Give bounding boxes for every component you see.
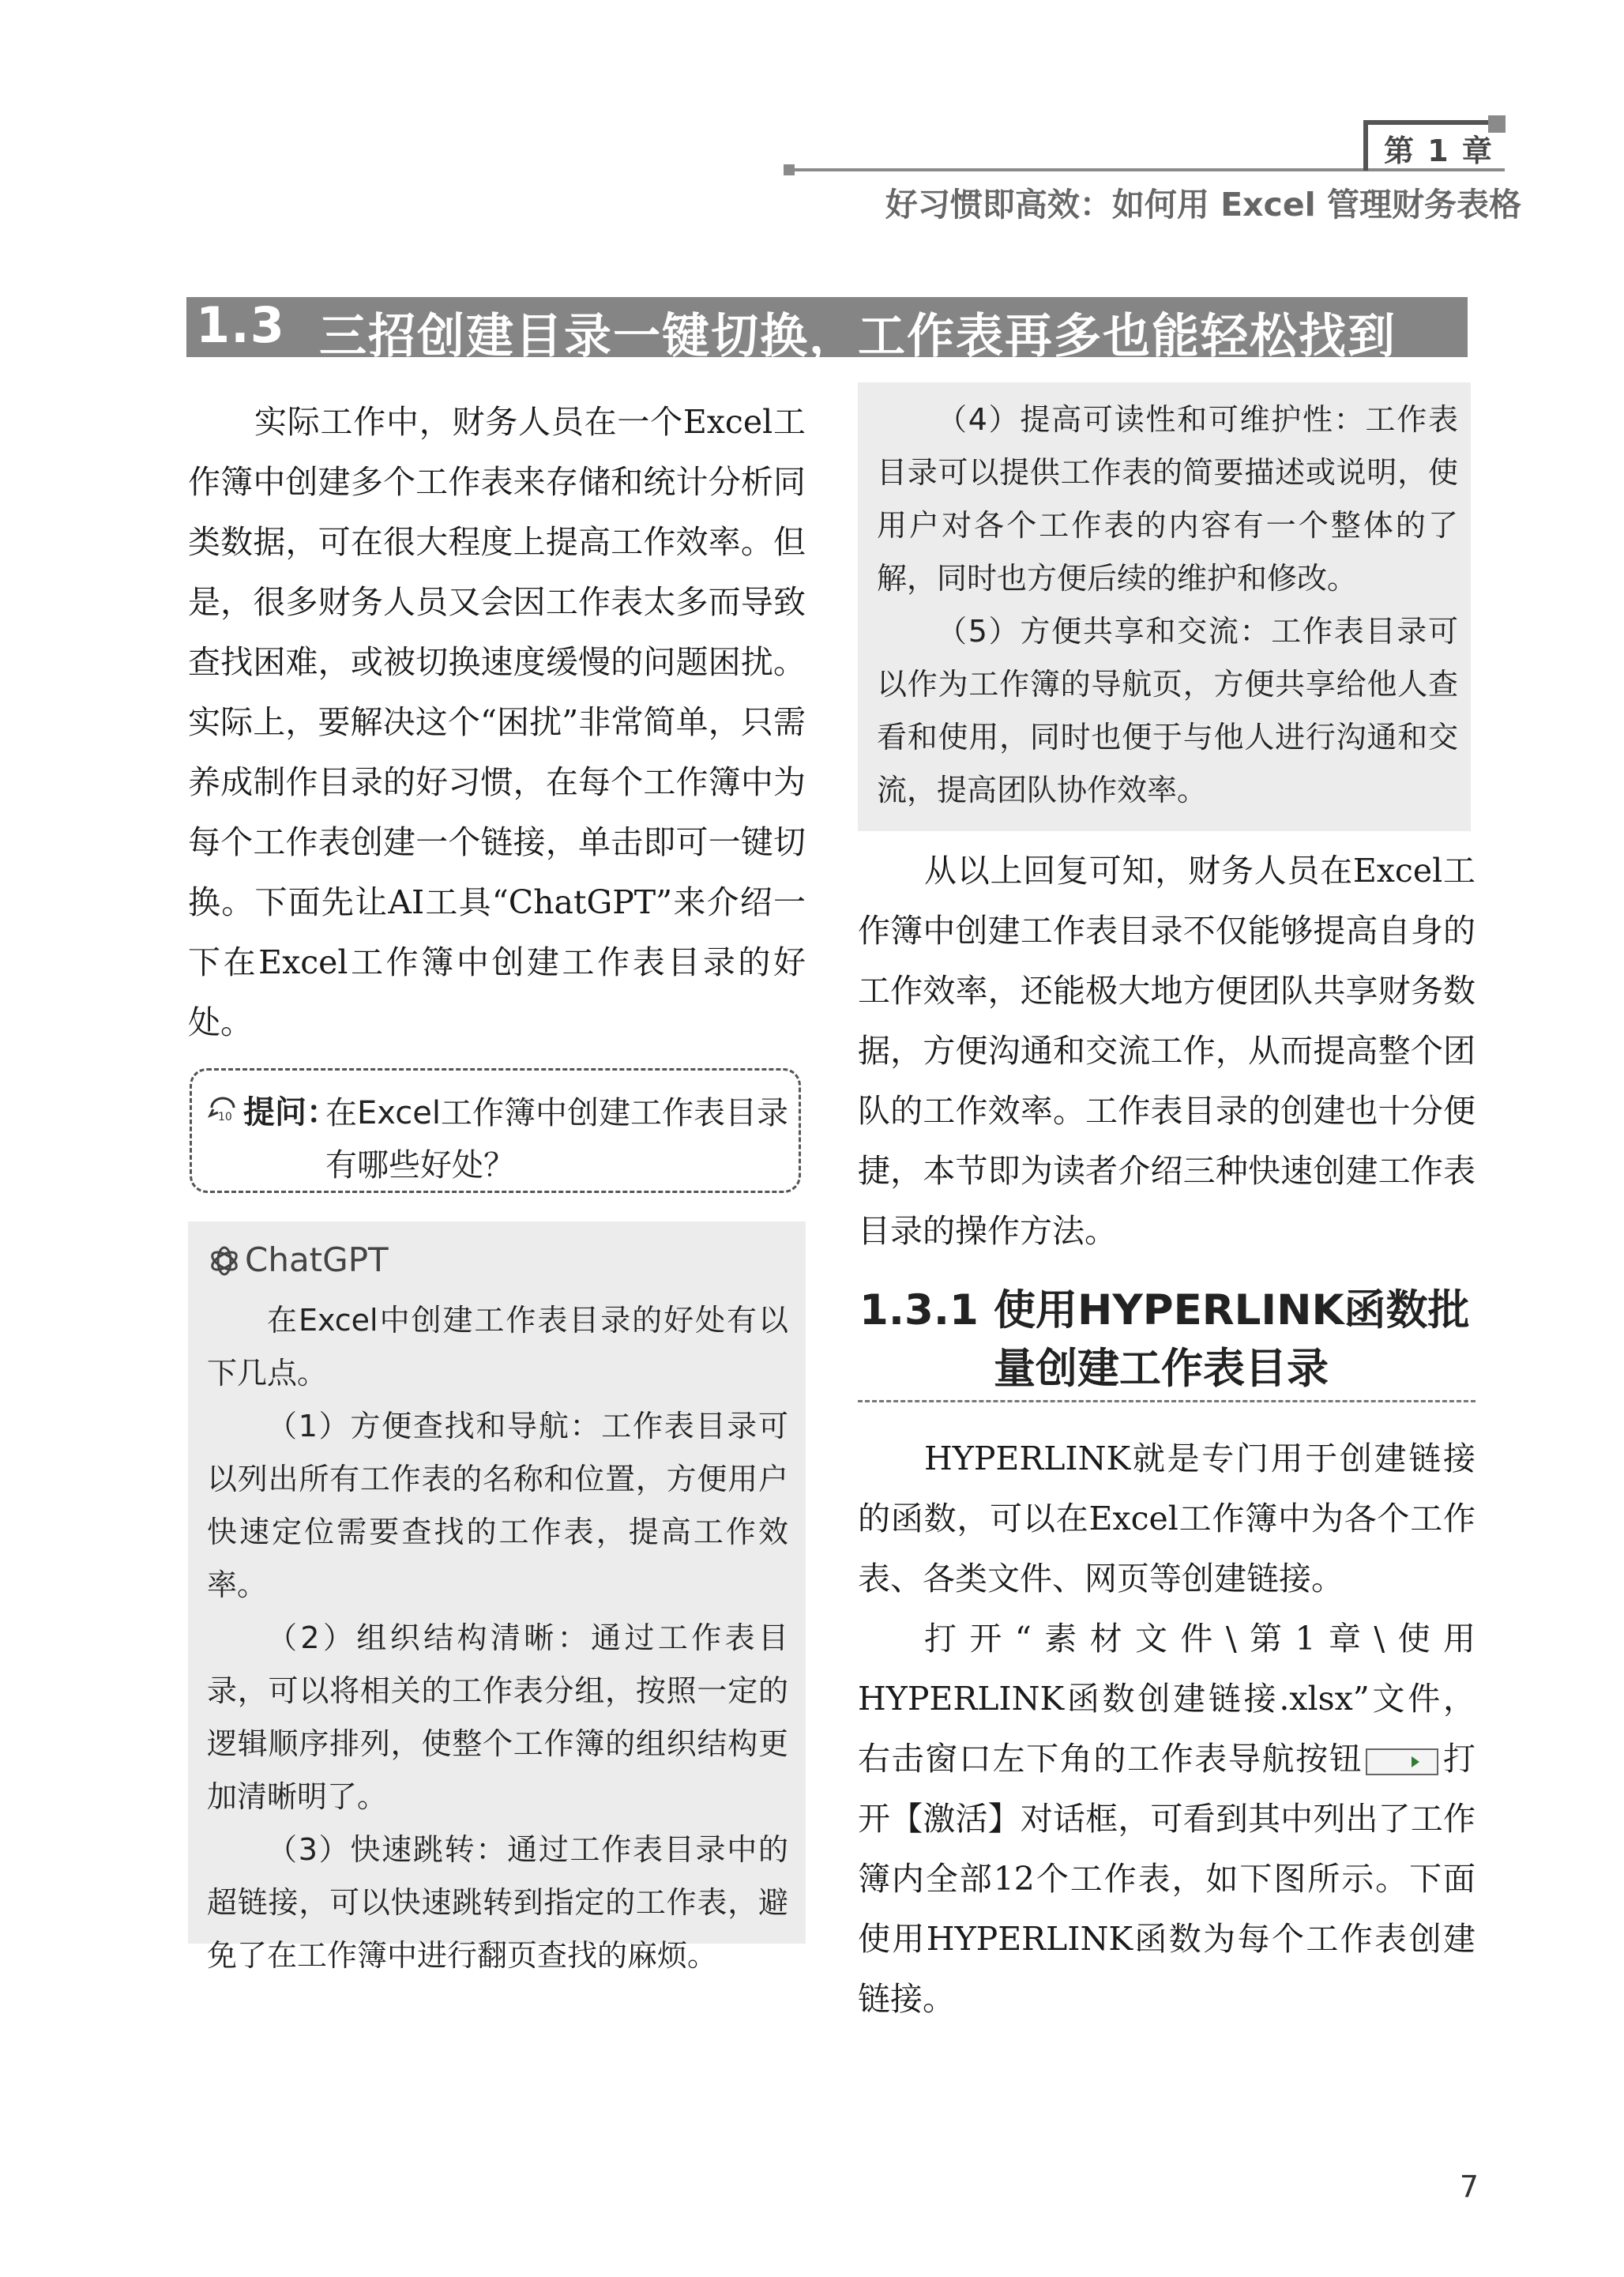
body-paragraph: HYPERLINK就是专门用于创建链接的函数，可以在Excel工作簿中为各个工作表、各类文件、网页等创建链接。 bbox=[858, 1440, 1476, 1598]
answer-paragraph: （1）方便查找和导航：工作表目录可以列出所有工作表的名称和位置，方便用户快速定位需要查找的工作表，提高工作效率。 bbox=[207, 1409, 788, 1602]
section-number: 1.3 bbox=[196, 296, 285, 354]
svg-text:10: 10 bbox=[218, 1111, 232, 1123]
summary-paragraph: 从以上回复可知，财务人员在Excel工作簿中创建工作表目录不仅能够提高自身的工作效率，还能极大地方便团队共享财务数据，方便沟通和交流工作，从而提高整个团队的工作效率。工作表目录的创建也十分便捷，本节即为读者介绍三种快速创建工作表目录的操作方法。 bbox=[858, 852, 1476, 1250]
subsection-body bbox=[858, 1428, 1476, 2029]
answer-paragraph: 在Excel中创建工作表目录的好处有以下几点。 bbox=[207, 1303, 788, 1391]
answer-paragraph: （2）组织结构清晰：通过工作表目录，可以将相关的工作表分组，按照一定的逻辑顺序排列，使整个工作簿的组织结构更加清晰明了。 bbox=[207, 1620, 788, 1814]
subsection-number: 1.3.1 bbox=[859, 1286, 979, 1334]
body-text-after-button: 打开【激活】对话框，可看到其中列出了工作簿内全部12个工作表，如下图所示。下面使用HYPERLINK函数为每个工作表创建链接。 bbox=[858, 1740, 1476, 2018]
section-title: 三招创建目录一键切换，工作表再多也能轻松找到 bbox=[319, 309, 1397, 364]
chatgpt-logo-icon bbox=[207, 1244, 242, 1278]
answer-paragraph: （5）方便共享和交流：工作表目录可以作为工作簿的导航页，方便共享给他人查看和使用，同时也便于与他人进行沟通和交流，提高团队协作效率。 bbox=[877, 614, 1458, 807]
header-rule-end-dot bbox=[784, 164, 795, 175]
sheet-nav-button-icon bbox=[1366, 1748, 1438, 1775]
answer-paragraph: （3）快速跳转：通过工作表目录中的超链接，可以快速跳转到指定的工作表，避免了在工作簿中进行翻页查找的麻烦。 bbox=[207, 1832, 788, 1973]
page-number: 7 bbox=[1459, 2170, 1479, 2204]
chatgpt-answer-text bbox=[207, 1294, 788, 1982]
question-bubble-icon bbox=[207, 1092, 239, 1123]
subsection-rule bbox=[858, 1400, 1476, 1402]
subsection-title: 使用HYPERLINK函数批量创建工作表目录 bbox=[994, 1286, 1470, 1393]
chapter-subtitle: 好习惯即高效：如何用 Excel 管理财务表格 bbox=[885, 186, 1521, 224]
intro-paragraph: 实际工作中，财务人员在一个Excel工作簿中创建多个工作表来存储和统计分析同类数据，可在很大程度上提高工作效率。但是，很多财务人员又会因工作表太多而导致查找困难，或被切换速度缓慢的问题困扰。实际上，要解决这个“困扰”非常简单，只需养成制作目录的好习惯，在每个工作簿中为每个工作表创建一个链接，单击即可一键切换。下面先让AI工具“ChatGPT”来介绍一下在Excel工作簿中创建工作表目录的好处。 bbox=[188, 403, 806, 1041]
question-label: 提问： bbox=[243, 1094, 338, 1131]
chatgpt-answer-text-continued bbox=[877, 393, 1458, 817]
body-paragraph bbox=[858, 1609, 1476, 2029]
chapter-label: 第 1 章 bbox=[1384, 134, 1494, 168]
chatgpt-name: ChatGPT bbox=[245, 1240, 389, 1279]
body-text-before-button: 打开“素材文件\第1章\使用HYPERLINK函数创建链接.xlsx”文件，右击窗口左下角的工作表导航按钮 bbox=[858, 1620, 1476, 1778]
question-text: 在Excel工作簿中创建工作表目录有哪些好处？ bbox=[325, 1095, 788, 1184]
answer-paragraph: （4）提高可读性和可维护性：工作表目录可以提供工作表的简要描述或说明，使用户对各个工作表的内容有一个整体的了解，同时也方便后续的维护和修改。 bbox=[877, 402, 1458, 596]
